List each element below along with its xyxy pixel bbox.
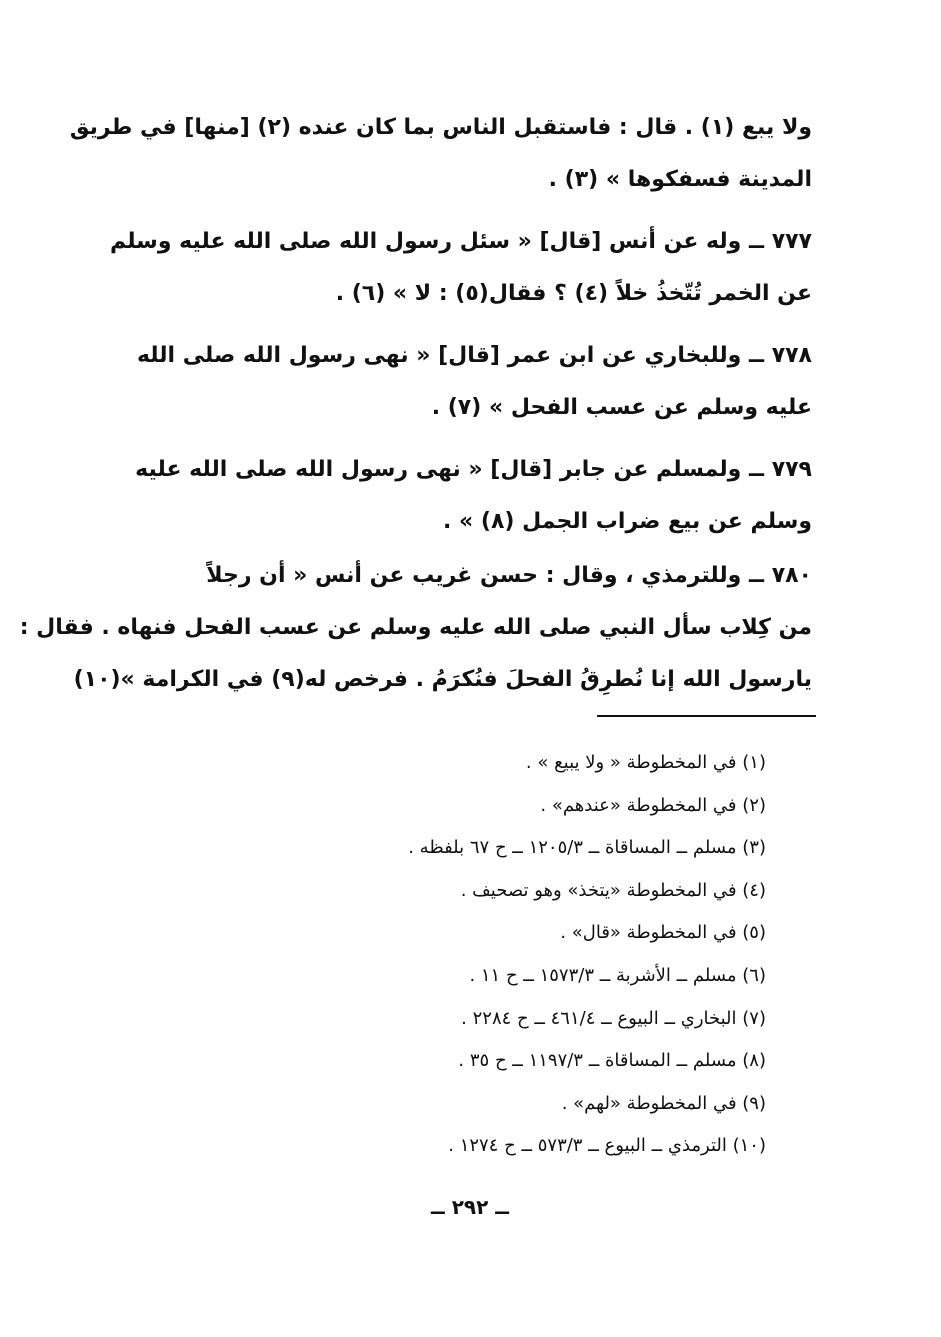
footnote-item: (٤) في المخطوطة «يتخذ» وهو تصحيف .	[460, 879, 766, 901]
paragraph-line: عليه وسلم عن عسب الفحل » (٧) .	[431, 395, 812, 420]
paragraph-line: ٧٧٨ ــ وللبخاري عن ابن عمر [قال] « نهى رسول الله صلى الله	[136, 343, 812, 368]
footnote-item: (٥) في المخطوطة «قال» .	[560, 922, 766, 944]
paragraph-line: المدينة فسفكوها » (٣) .	[548, 167, 812, 192]
paragraph-line: ٧٧٩ ــ ولمسلم عن جابر [قال] « نهى رسول الله صلى الله عليه	[135, 457, 812, 482]
footnote-item: (٨) مسلم ــ المساقاة ــ ١١٩٧/٣ ــ ح ٣٥ .	[458, 1050, 766, 1072]
paragraph-line: عن الخمر تُتّخذُ خلاً (٤) ؟ فقال(٥) : لا » (٦) .	[335, 281, 812, 306]
footnote-item: (٧) البخاري ــ البيوع ــ ٤٦١/٤ ــ ح ٢٢٨٤ .	[461, 1007, 766, 1029]
footnote-separator	[597, 715, 816, 717]
paragraph-line: وسلم عن بيع ضراب الجمل (٨) » .	[442, 509, 812, 534]
footnote-item: (٦) مسلم ــ الأشربة ــ ١٥٧٣/٣ ــ ح ١١ .	[469, 964, 766, 986]
paragraph-line: من كِلاب سأل النبي صلى الله عليه وسلم عن عسب الفحل فنهاه . فقال :	[19, 615, 812, 640]
footnote-item: (٢) في المخطوطة «عندهم» .	[540, 794, 766, 816]
footnote-item: (١٠) الترمذي ــ البيوع ــ ٥٧٣/٣ ــ ح ١٢٧٤ .	[448, 1135, 766, 1157]
footnotes-list	[240, 742, 766, 1168]
paragraph-line: ٧٨٠ ــ وللترمذي ، وقال : حسن غريب عن أنس « أن رجلاً	[206, 563, 812, 588]
paragraph-intro	[69, 102, 812, 206]
footnote-item: (٩) في المخطوطة «لهم» .	[561, 1092, 766, 1114]
page-number: ــ ٢٩٢ ــ	[431, 1195, 509, 1219]
hadith-778	[136, 330, 812, 434]
hadith-779	[135, 444, 812, 548]
footnote-item: (١) في المخطوطة « ولا يبيع » .	[525, 752, 766, 773]
paragraph-line: ولا يبع (١) . قال : فاستقبل الناس بما كان عنده (٢) [منها] في طريق	[69, 115, 812, 140]
paragraph-line: ٧٧٧ ــ وله عن أنس [قال] « سئل رسول الله صلى الله عليه وسلم	[109, 229, 812, 254]
footnote-item: (٣) مسلم ــ المساقاة ــ ١٢٠٥/٣ ــ ح ٦٧ بلفظه .	[408, 837, 766, 859]
hadith-780	[19, 550, 812, 706]
hadith-777	[109, 216, 812, 320]
paragraph-line: يارسول الله إنا نُطرِقُ الفحلَ فنُكرَمُ . فرخص له(٩) في الكرامة »(١٠)	[73, 667, 812, 692]
